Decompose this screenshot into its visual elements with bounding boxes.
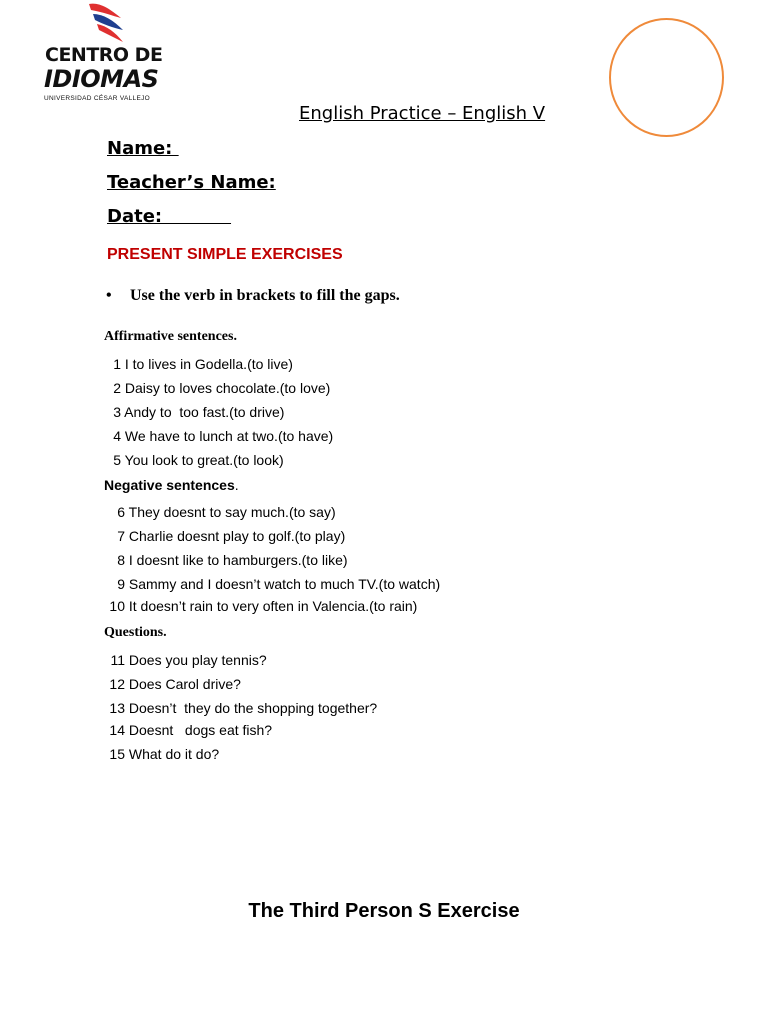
questions-heading: Questions. (104, 625, 167, 640)
instruction-text: Use the verb in brackets to fill the gaps. (130, 287, 400, 304)
exercise-title: The Third Person S Exercise (248, 900, 520, 922)
list-item: 4 We have to lunch at two.(to have) (113, 428, 334, 444)
list-item: 6 They doesnt to say much.(to say) (117, 504, 336, 520)
list-item: 8 I doesnt like to hamburgers.(to like) (117, 552, 348, 568)
list-item: 7 Charlie doesnt play to golf.(to play) (117, 528, 346, 544)
list-item: 13 Doesn’t they do the shopping together? (109, 700, 378, 716)
document-title: English Practice – English V (299, 103, 546, 124)
teacher-name-field: Teacher’s Name: (107, 172, 276, 193)
section-title: PRESENT SIMPLE EXERCISES (107, 246, 343, 263)
list-item: 10 It doesn’t rain to very often in Valencia.(to rain) (109, 598, 418, 614)
photo-placeholder (609, 18, 724, 137)
logo-text-line1: CENTRO DE (45, 44, 163, 66)
list-item: 11 Does you play tennis? (110, 652, 267, 668)
list-item: 14 Doesnt dogs eat fish? (109, 722, 273, 738)
list-item: 9 Sammy and I doesn’t watch to much TV.(to watch) (117, 576, 441, 592)
list-item: 5 You look to great.(to look) (113, 452, 284, 468)
logo-text-line2: IDIOMAS (44, 65, 159, 93)
bullet-icon: • (106, 287, 112, 304)
instruction (106, 287, 400, 305)
list-item: 1 I to lives in Godella.(to live) (113, 356, 293, 372)
logo-icon (85, 0, 125, 44)
list-item: 12 Does Carol drive? (109, 676, 241, 692)
date-field: Date: (107, 206, 232, 227)
affirmative-heading: Affirmative sentences. (104, 329, 237, 344)
logo-text-line3: UNIVERSIDAD CÉSAR VALLEJO (44, 95, 150, 102)
list-item: 15 What do it do? (109, 746, 220, 762)
negative-heading: Negative sentences. (104, 477, 239, 493)
list-item: 2 Daisy to loves chocolate.(to love) (113, 380, 331, 396)
list-item: 3 Andy to too fast.(to drive) (113, 404, 285, 420)
name-field: Name: (107, 138, 179, 159)
